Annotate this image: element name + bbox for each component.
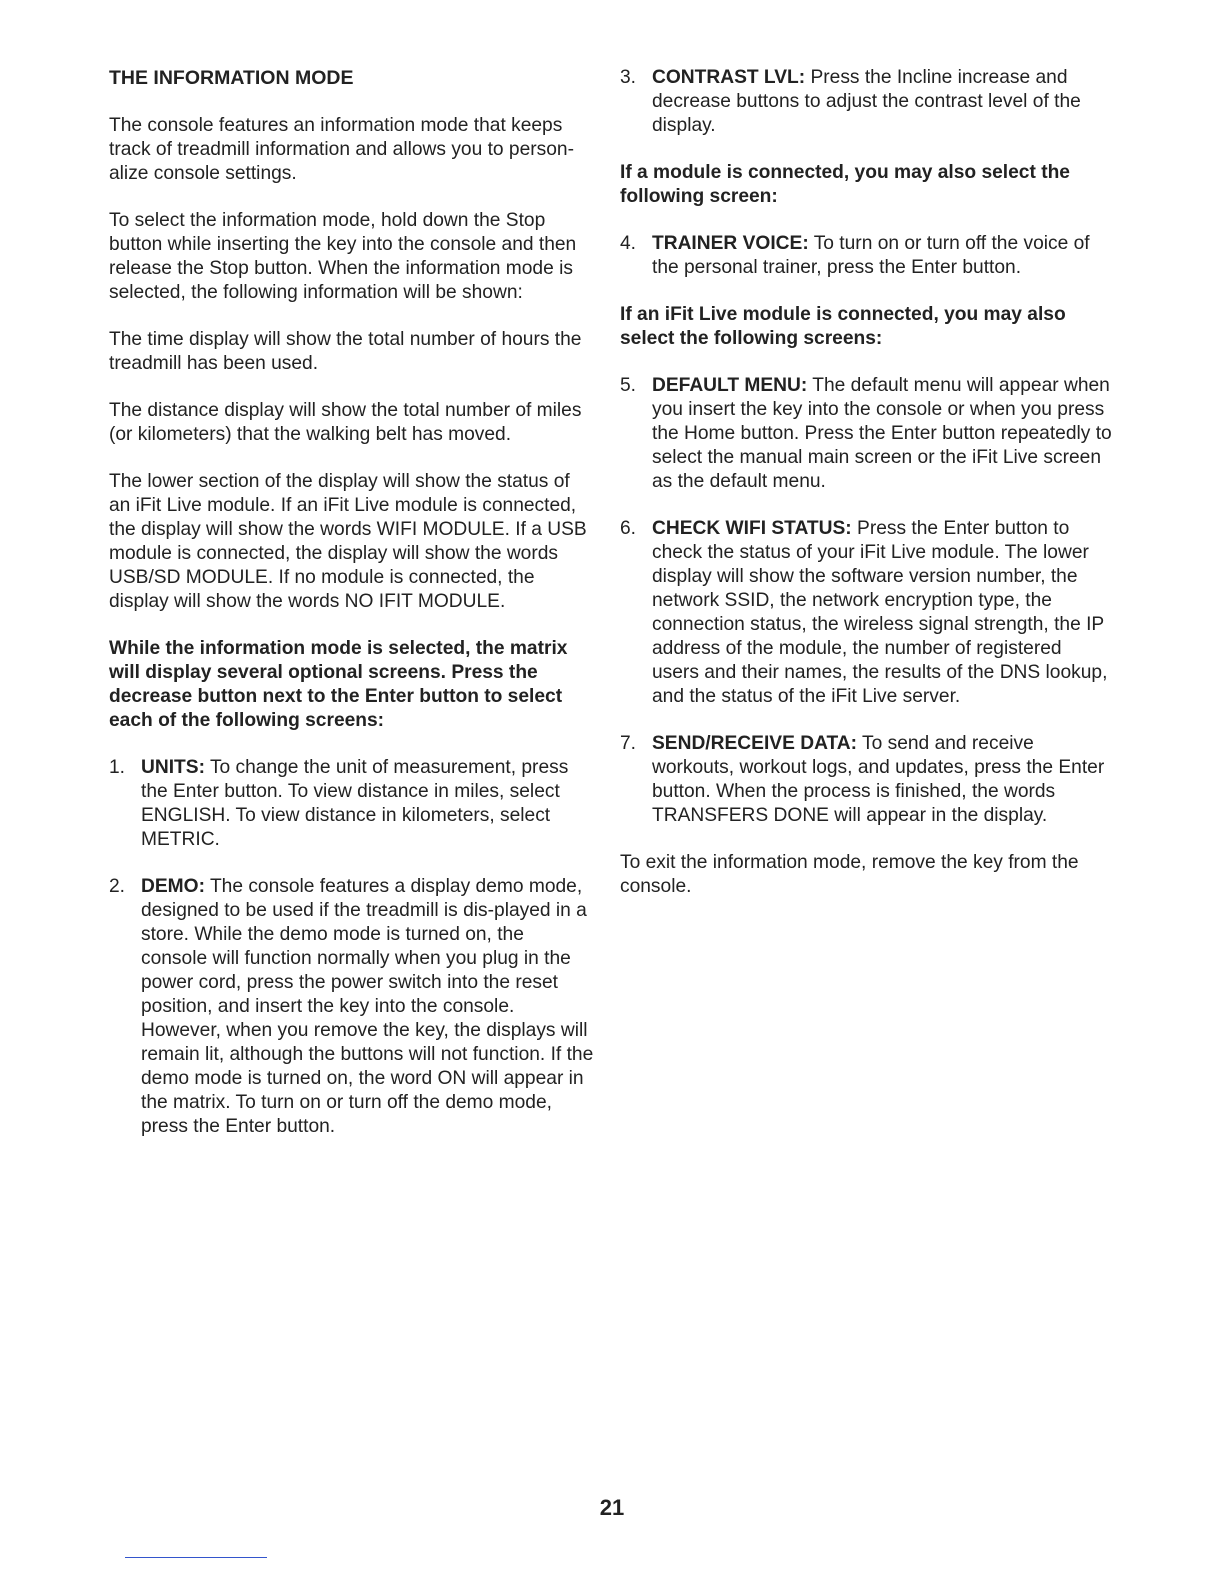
footer-rule [125,1557,267,1558]
exit-paragraph: To exit the information mode, remove the key from the console. [620,852,1079,897]
item-number: 5. [620,375,637,396]
section-heading: THE INFORMATION MODE [109,67,354,89]
select-mode-paragraph: To select the information mode, hold down the Stop button while inserting the key into the console and then release the Stop button. When the information mode is selected, the following information will be shown: [109,210,577,303]
item-label: SEND/RECEIVE DATA: [652,733,858,754]
list-item-check-wifi [620,517,1112,709]
list-item-send-receive [620,732,1112,828]
item-text: To change the unit of measurement, press the Enter button. To view distance in miles, select ENGLISH. To view distance in kilometers, select METRIC. [141,757,569,850]
item-label: DEMO: [141,876,205,897]
item-number: 4. [620,233,637,254]
ifit-connected-note: If an iFit Live module is connected, you may also select the following screens: [620,304,1066,349]
optional-screens-note: While the information mode is selected, the matrix will display several optional screens. Press the decrease button next to the Enter button to select each of the following screens: [109,638,568,731]
item-text: Press the Enter button to check the status of your iFit Live module. The lower display will show the software version number, the network SSID, the network encryption type, the connection status, the wireless signal strength, the IP address of the module, the number of registered users and their names, the results of the DNS lookup, and the status of the iFit Live server. [652,518,1108,707]
list-item-default-menu [620,374,1112,494]
page-number: 21 [599,1495,625,1520]
item-number: 2. [109,876,126,897]
lower-display-paragraph: The lower section of the display will show the status of an iFit Live module. If an iFit Live module is connected, the display will show the words WIFI MODULE. If a USB module is connected, the display will show the words USB/SD MODULE. If no module is connected, the display will show the words NO IFIT MODULE. [109,471,587,612]
item-number: 6. [620,518,637,539]
list-item-contrast [620,66,1112,138]
item-label: CHECK WIFI STATUS: [652,518,852,539]
right-column [620,66,1112,922]
item-text: The default menu will appear when you insert the key into the console or when you press the Home button. Press the Enter button repeatedly to select the manual main screen or the iFit Live screen as the default menu. [652,375,1112,492]
item-label: DEFAULT MENU: [652,375,808,396]
list-item-demo [109,875,595,1139]
item-label: TRAINER VOICE: [652,233,809,254]
item-number: 1. [109,757,126,778]
item-text: The console features a display demo mode, designed to be used if the treadmill is dis-played in a store. While the demo mode is turned on, the console will function normally when you plug in the power cord, press the power switch into the reset position, and insert the key into the console. However, when you remove the key, the displays will remain lit, although the buttons will not function. If the demo mode is turned on, the word ON will appear in the matrix. To turn on or turn off the demo mode, press the Enter button. [141,876,594,1137]
left-column [109,66,595,1162]
item-text: To send and receive workouts, workout logs, and updates, press the Enter button. When the process is finished, the words TRANSFERS DONE will appear in the display. [652,733,1105,826]
item-text: To turn on or turn off the voice of the personal trainer, press the Enter button. [652,233,1090,278]
list-item-units [109,756,595,852]
distance-display-paragraph: The distance display will show the total number of miles (or kilometers) that the walking belt has moved. [109,400,582,445]
item-number: 7. [620,733,637,754]
item-label: CONTRAST LVL: [652,67,806,88]
intro-paragraph: The console features an information mode that keeps track of treadmill information and allows you to person-alize console settings. [109,115,574,184]
time-display-paragraph: The time display will show the total number of hours the treadmill has been used. [109,329,582,374]
item-text: Press the Incline increase and decrease buttons to adjust the contrast level of the display. [652,67,1081,136]
module-connected-note: If a module is connected, you may also select the following screen: [620,162,1070,207]
item-number: 3. [620,67,637,88]
list-item-trainer-voice [620,232,1112,280]
item-label: UNITS: [141,757,205,778]
